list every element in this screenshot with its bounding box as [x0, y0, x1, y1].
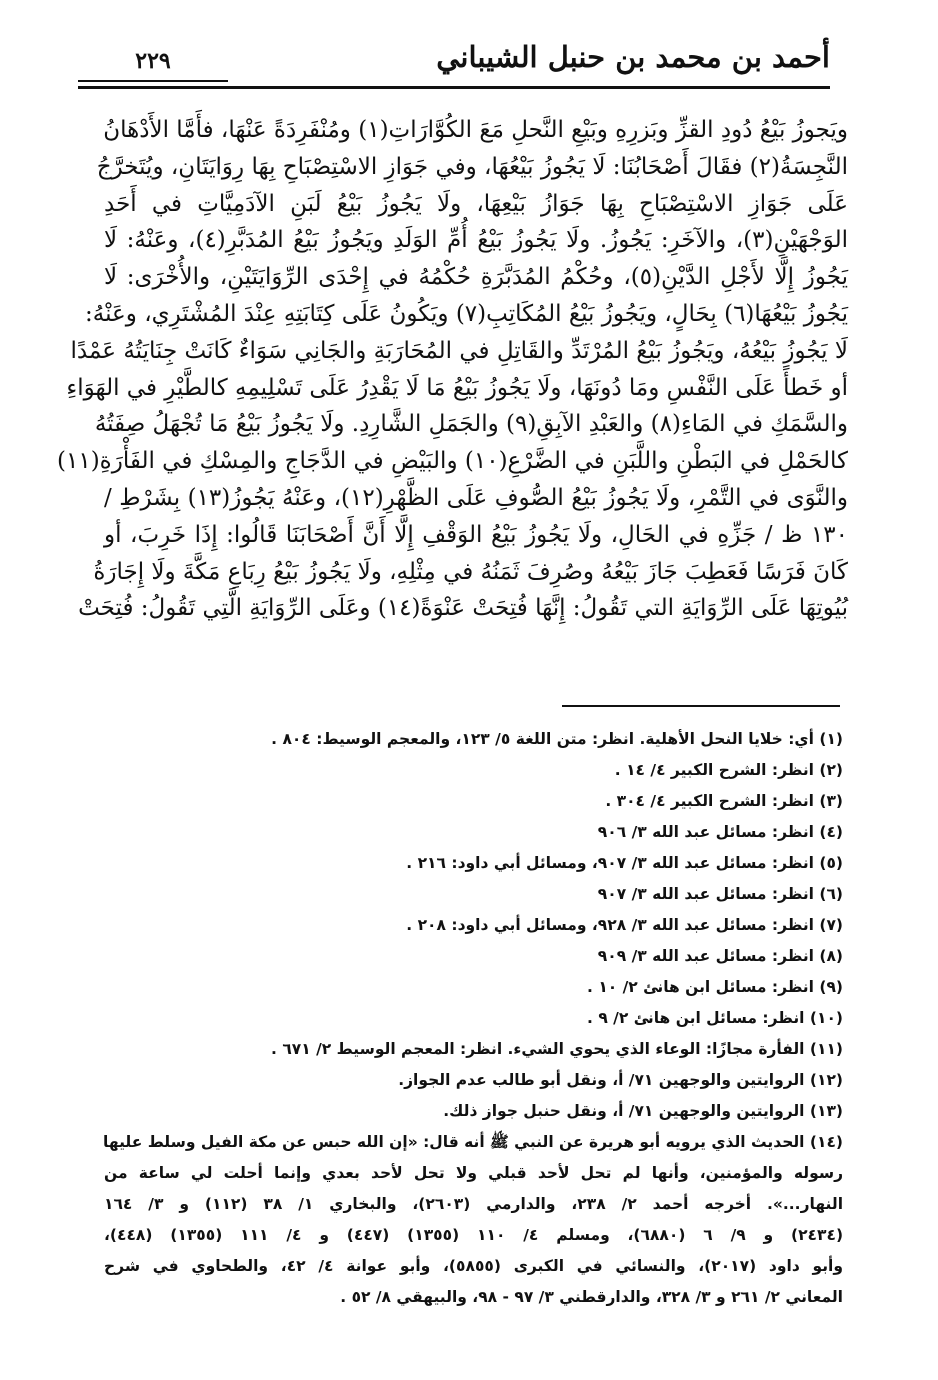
text-line: والنَّوَى في التَّمْرِ، ولَا يَجُوزُ بَيْعُ الصُّوفِ عَلَى الظَّهْرِ(١٢)، وعَنْهُ يَجُوزُ(١٣) بِشَرْطِ / [104, 484, 848, 511]
text-line: كالحَمْلِ في البَطْنِ واللَّبَنِ في الضَّرْعِ(١٠) والبَيْضِ في الدَّجَاجِ والمِسْكِ في الفَأْرَةِ(١١) [56, 448, 848, 475]
footnote: (٧) انظر: مسائل عبد الله ٣/ ٩٢٨، ومسائل أبي داود: ٢٠٨ . [406, 916, 843, 934]
text-line: الوَجْهَيْنِ(٣)، والآخَرِ: يَجُوزُ. ولَا يَجُوزُ بَيْعُ أُمِّ الوَلَدِ ويَجُوزُ بَيْعُ المُدَبَّرِ(٤)، وعَنْهُ: لَا [104, 227, 848, 254]
footnote: (٩) انظر: مسائل ابن هانئ ٢/ ١٠ . [587, 978, 843, 996]
footnote-separator [562, 705, 840, 707]
text-line: كَانَ فَرَسًا فَعَطِبَ جَازَ بَيْعُهُ وصُرِفَ ثَمَنُهُ في مِثْلِهِ، ولَا يَجُوزُ بَيْعُ رِبَاعِ مَكَّةَ ولَا إِجَارَةُ [93, 558, 848, 585]
text-line: يَجُوزُ إِلَّا لأَجْلِ الدَّيْنِ(٥)، وحُكْمُ المُدَبَّرَةِ حُكْمُهُ في إِحْدَى الرِّوَايَتَيْنِ، والأُخْرَى: لَا [104, 264, 848, 291]
text-line: النَّجِسَةُ(٢) فقَالَ أَصْحَابُنَا: لَا يَجُوزُ بَيْعُهَا، وفي جَوَازِ الاسْتِصْبَاحِ بِهَا رِوَايَتَانِ، ويُتَخرَّجُ [96, 153, 848, 180]
footnote: (٤) انظر: مسائل عبد الله ٣/ ٩٠٦ [597, 823, 843, 841]
text-line: لَا يَجُوزُ بَيْعُهُ، ويَجُوزُ بَيْعُ المُرْتَدِّ والقَاتِلِ في المُحَارَبَةِ والجَانِي سَوَاءٌ كَانَتْ جِنَايَتُهُ عَمْدًا [70, 337, 848, 364]
footnote-line: المعاني ٢/ ٢٦١ و ٣/ ٣٢٨، والدارقطني ٣/ ٩٧ - ٩٨، والبيهقي ٨/ ٥٢ . [340, 1288, 843, 1306]
footnote: (٨) انظر: مسائل عبد الله ٣/ ٩٠٩ [597, 947, 843, 965]
text-line: ويَجوزُ بَيْعُ دُودِ القزِّ وبَزرِهِ وبَيْعِ النَّحلِ مَعَ الكُوَّارَاتِ(١) ومُنْفَرِدَةً عَنْهَا، فأَمَّا الأَدْهَانُ [103, 117, 848, 143]
footnotes [104, 724, 843, 1313]
footnote: (٦) انظر: مسائل عبد الله ٣/ ٩٠٧ [597, 885, 843, 903]
footnote: (٢) انظر: الشرح الكبير ٤/ ١٤ . [614, 761, 843, 779]
footnote: (٥) انظر: مسائل عبد الله ٣/ ٩٠٧، ومسائل أبي داود: ٢١٦ . [406, 854, 843, 872]
main-text [56, 112, 848, 627]
footnote: (١٣) الروايتين والوجهين ٧١/ أ، ونقل حنبل جواز ذلك. [443, 1102, 843, 1120]
footnote-line: رسوله والمؤمنين، وأنها لم تحل لأحد قبلي ولا تحل لأحد بعدي وإنما أحلت لي ساعة من [104, 1164, 843, 1182]
text-line: يَجُوزُ بَيْعُهَا(٦) بِحَالٍ، ويَجُوزُ بَيْعُ المُكَاتِبِ(٧) ويَكُونُ عَلَى كِتَابَتِهِ عِنْدَ المُشْتَرِي، وعَنْهُ: [85, 300, 848, 327]
footnote: (٣) انظر: الشرح الكبير ٤/ ٣٠٤ . [605, 792, 843, 810]
footnote: (١١) الفأرة مجازًا: الوعاء الذي يحوي الشيء. انظر: المعجم الوسيط ٢/ ٦٧١ . [271, 1040, 843, 1058]
text-line: والسَّمَكِ في المَاءِ(٨) والعَبْدِ الآبِقِ(٩) والجَمَلِ الشَّارِدِ. ولَا يَجُوزُ بَيْعُ مَا تُجْهَلُ صِفَتُهُ [94, 411, 848, 438]
footnote-line: (١٤) الحديث الذي يرويه أبو هريرة عن النبي ﷺ أنه قال: «إن الله حبس عن مكة الفيل وسلط عليها [103, 1133, 843, 1151]
text-line: عَلَى جَوَازِ الاسْتِصْبَاحِ بِهَا جَوَازُ بَيْعِهَا، ولَا يَجُوزُ بَيْعُ لَبَنِ الآدَمِيَّاتِ في أَحَدِ [104, 190, 848, 217]
footnote-line: (٢٤٣٤) و ٩/ ٦ (٦٨٨٠)، ومسلم ٤/ ١١٠ (١٣٥٥) (٤٤٧) و ٤/ ١١١ (١٣٥٥) (٤٤٨)، [104, 1226, 844, 1244]
page-header [78, 40, 830, 92]
text-line: بُيُوتِهَا عَلَى الرِّوَايَةِ التي تَقُولُ: إِنَّهَا فُتِحَتْ عَنْوَةً(١٤) وعَلَى الرِّوَايَةِ الَّتِي تَقُولُ: فُتِحَتْ [78, 595, 848, 622]
text-line: ١٣٠ ظ / جَزِّهِ في الحَالِ، ولَا يَجُوزُ بَيْعُ الوَقْفِ إِلَّا أَنَّ أَصْحَابَنَا قَالُوا: إِذَا خَرِبَ، أو [104, 521, 848, 548]
footnote-line: وأبو داود (٢٠١٧)، والنسائي في الكبرى (٥٨٥٥)، وأبو عوانة ٤/ ٤٢، والطحاوي في شرح [104, 1257, 844, 1275]
footnote: (١٢) الروايتين والوجهين ٧١/ أ، ونقل أبو طالب عدم الجواز. [398, 1071, 843, 1089]
header-rule [78, 86, 830, 89]
footnote-line: النهار...». أخرجه أحمد ٢/ ٢٣٨، والدارمي (٢٦٠٣)، والبخاري ١/ ٣٨ (١١٢) و ٣/ ١٦٤ [104, 1195, 844, 1213]
footnote: (١) أي: خلايا النحل الأهلية. انظر: متن اللغة ٥/ ١٢٣، والمعجم الوسيط: ٨٠٤ . [271, 730, 843, 748]
running-title: أحمد بن محمد بن حنبل الشيباني [436, 40, 830, 74]
footnote-14 [104, 1127, 843, 1313]
header-rule-short [78, 80, 228, 82]
text-line: أو خَطأً عَلَى النَّفْسِ ومَا دُونَهَا، ولَا يَجُوزُ بَيْعُ مَا لَا يَقْدِرُ عَلَى تَسْلِيمِهِ كالطَّيْرِ في الهَوَاءِ [66, 374, 848, 401]
page-number: ٢٢٩ [135, 48, 171, 74]
footnote: (١٠) انظر: مسائل ابن هانئ ٢/ ٩ . [587, 1009, 843, 1027]
